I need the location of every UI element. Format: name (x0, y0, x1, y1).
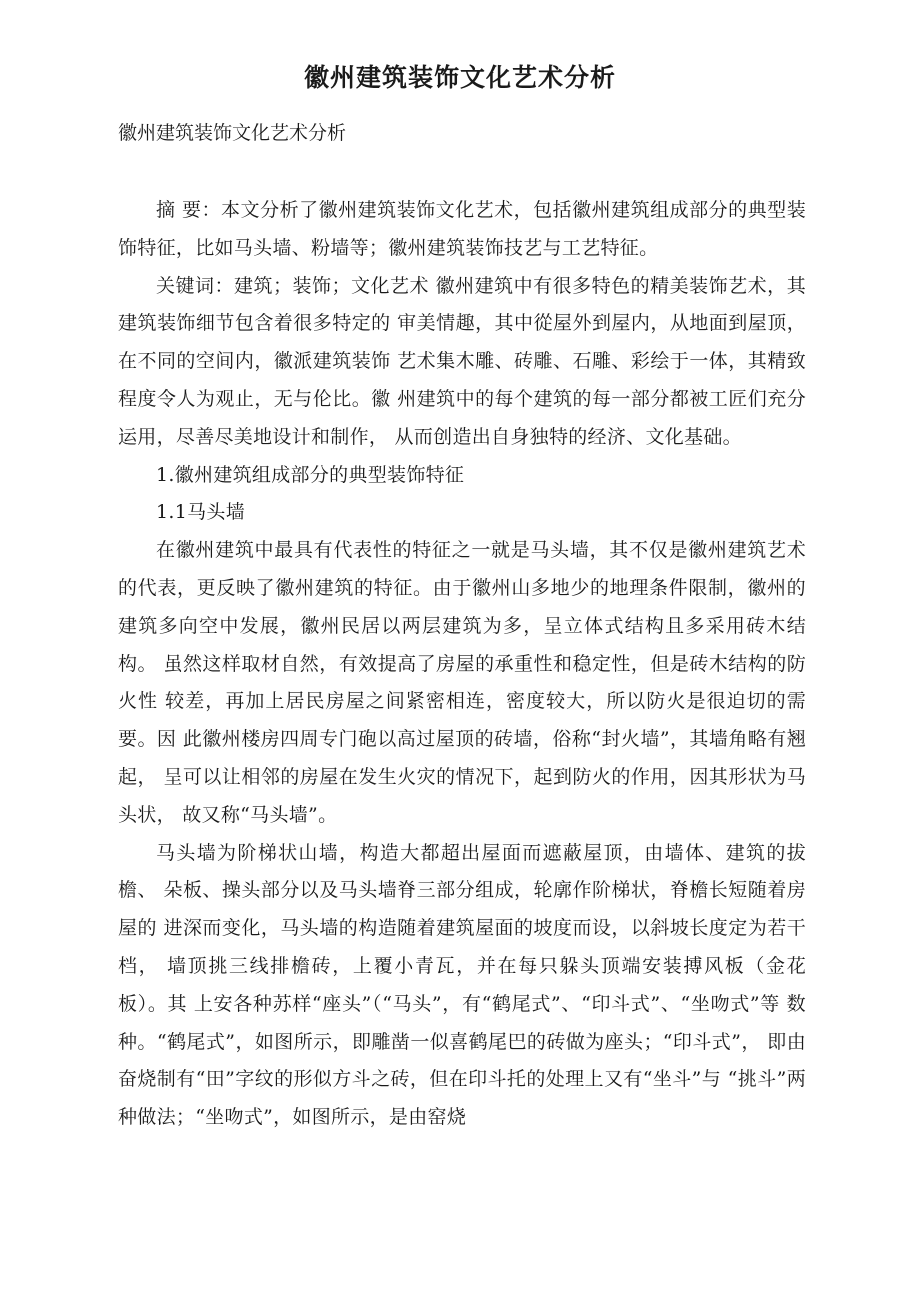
body-paragraph: 在徽州建筑中最具有代表性的特征之一就是马头墙，其不仅是徽州建筑艺术的代表，更反映了徽州建筑的特征。由于徽州山多地少的地理条件限制，徽州的建筑多向空中发展，徽州民居以两层建筑为多，呈立体式结构且多采用砖木结构。 虽然这样取材自然，有效提高了房屋的承重性和稳定性，但是砖木结构的防火性 较差，再加上居民房屋之间紧密相连，密度较大，所以防火是很迫切的需要。因 此徽州楼房四周专门砲以高过屋顶的砖墙，俗称“封火墙”，其墙角略有翘起， 呈可以让相邻的房屋在发生火灾的情况下，起到防火的作用，因其形状为马头状， 故又称“马头墙”。 (118, 539, 806, 826)
keywords-paragraph: 关键词：建筑；装饰；文化艺术 徽州建筑中有很多特色的精美装饰艺术，其建筑装饰细节包含着很多特定的 审美情趣，其中從屋外到屋内，从地面到屋顶，在不同的空间内，徽派建筑装饰 艺术集木雕、砖雕、石雕、彩绘于一体，其精致程度令人为观止，无与伦比。徽 州建筑中的每个建筑的每一部分都被工匠们充分运用，尽善尽美地设计和制作， 从而创造出自身独特的经济、文化基础。 (118, 274, 806, 448)
body-paragraph: 马头墙为阶梯状山墙，构造大都超出屋面而遮蔽屋顶，由墙体、建筑的拔檐、 朵板、操头部分以及马头墙脊三部分组成，轮廓作阶梯状，脊檐长短随着房屋的 进深而变化，马头墙的构造随着建筑屋面的坡度而设，以斜坡长度定为若干档， 墙顶挑三线排檐砖，上覆小青瓦，并在每只躲头顶端安装搏风板（金花板）。其 上安各种苏样“座头”（“马头”，有“鹤尾式”、“印斗式”、“坐吻式”等 数种。“鹤尾式”，如图所示，即雕凿一似喜鹤尾巴的砖做为座头；“印斗式”， 即由奋烧制有“田”字纹的形似方斗之砖，但在印斗托的处理上又有“坐斗”与 “挑斗”两种做法；“坐吻式”，如图所示，是由窑烧 (118, 841, 806, 1129)
abstract-paragraph: 摘 要：本文分析了徽州建筑装饰文化艺术，包括徽州建筑组成部分的典型装饰特征，比如马头墙、粉墙等；徽州建筑装饰技艺与工艺特征。 (118, 199, 806, 259)
document-subtitle: 徽州建筑装饰文化艺术分析 (118, 122, 347, 144)
subsection-heading: 1.1马头墙 (156, 501, 246, 524)
section-heading: 1.徽州建筑组成部分的典型装饰特征 (156, 463, 465, 486)
document-body (118, 192, 806, 1137)
document-title: 徽州建筑装饰文化艺术分析 (303, 63, 616, 92)
